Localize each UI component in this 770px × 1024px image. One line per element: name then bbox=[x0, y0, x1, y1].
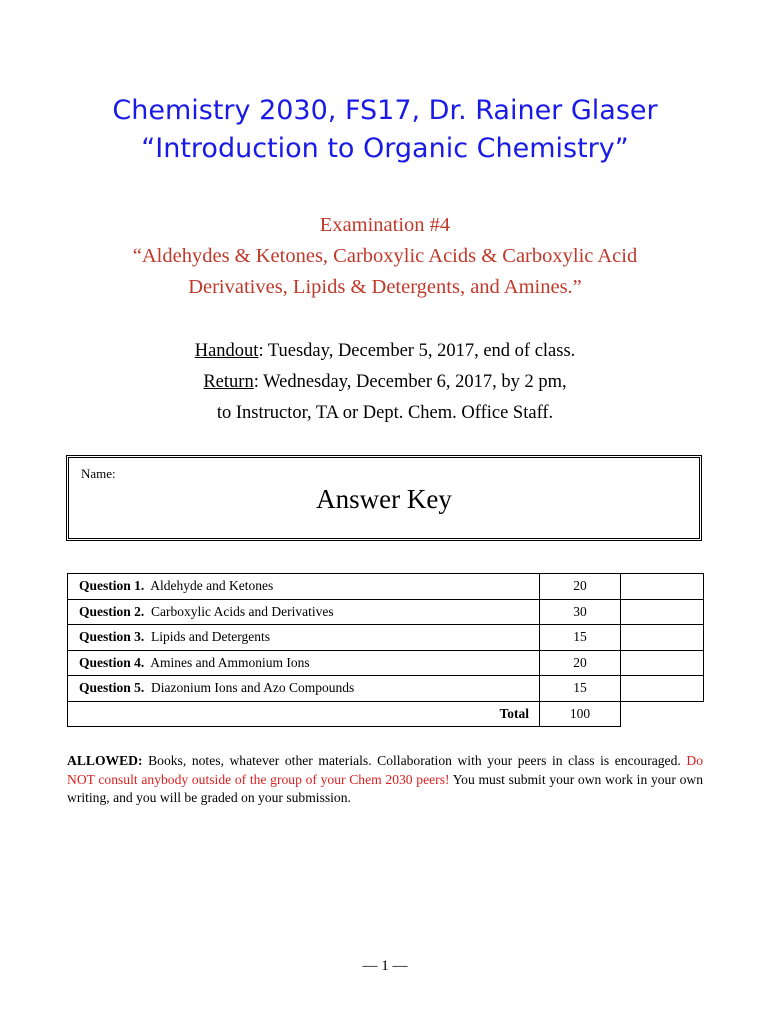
allowed-warning: Do NOT consult anybody outside of the group of your Chem 2030 peers! bbox=[67, 753, 703, 787]
score-entry-cell[interactable] bbox=[621, 599, 704, 625]
name-value: Answer Key bbox=[316, 484, 452, 514]
question-topic: Aldehyde and Ketones bbox=[150, 578, 274, 594]
points-cell: 30 bbox=[540, 599, 621, 625]
question-topic: Diazonium Ions and Azo Compounds bbox=[151, 680, 355, 696]
question-topic: Carboxylic Acids and Derivatives bbox=[151, 603, 334, 619]
score-entry-cell[interactable] bbox=[621, 625, 704, 651]
course-title: “Introduction to Organic Chemistry” bbox=[141, 133, 629, 164]
question-number: Question 5. bbox=[79, 680, 145, 696]
table-row bbox=[68, 676, 704, 702]
course-header bbox=[0, 92, 770, 168]
handout-label: Handout bbox=[194, 341, 259, 361]
score-entry-cell[interactable] bbox=[621, 650, 704, 676]
question-cell bbox=[68, 650, 540, 676]
question-cell bbox=[68, 574, 540, 600]
dates-info bbox=[0, 336, 770, 429]
handout-line bbox=[0, 336, 770, 367]
name-label: Name: bbox=[81, 466, 116, 481]
table-row bbox=[68, 599, 704, 625]
question-number: Question 3. bbox=[79, 629, 145, 645]
score-entry-cell[interactable] bbox=[621, 574, 704, 600]
total-label: Total bbox=[68, 701, 540, 727]
return-label: Return bbox=[203, 372, 254, 392]
return-line bbox=[0, 367, 770, 398]
exam-info bbox=[0, 210, 770, 303]
points-cell: 15 bbox=[540, 625, 621, 651]
allowed-label: ALLOWED: bbox=[67, 753, 143, 768]
points-cell: 20 bbox=[540, 574, 621, 600]
total-row bbox=[68, 701, 704, 727]
question-number: Question 2. bbox=[79, 603, 145, 619]
question-number: Question 4. bbox=[79, 654, 145, 670]
score-table bbox=[67, 573, 704, 727]
question-cell bbox=[68, 599, 540, 625]
page-number: — 1 — bbox=[362, 958, 408, 974]
handout-text: : Tuesday, December 5, 2017, end of class. bbox=[258, 341, 576, 361]
question-topic: Amines and Ammonium Ions bbox=[150, 654, 310, 670]
table-row bbox=[68, 625, 704, 651]
points-cell: 20 bbox=[540, 650, 621, 676]
table-row bbox=[68, 574, 704, 600]
points-cell: 15 bbox=[540, 676, 621, 702]
total-points: 100 bbox=[540, 701, 621, 727]
allowed-paragraph bbox=[67, 752, 703, 808]
exam-number: Examination #4 bbox=[319, 214, 451, 236]
table-row bbox=[68, 650, 704, 676]
allowed-text-1: Books, notes, whatever other materials. Collaboration with your peers in class is encouraged. bbox=[142, 753, 687, 768]
course-line: Chemistry 2030, FS17, Dr. Rainer Glaser bbox=[112, 95, 658, 126]
return-line-2: to Instructor, TA or Dept. Chem. Office Staff. bbox=[216, 403, 554, 423]
exam-topic-line-1: “Aldehydes & Ketones, Carboxylic Acids & Carboxylic Acid bbox=[132, 245, 638, 267]
question-cell bbox=[68, 676, 540, 702]
exam-topic-line-2: Derivatives, Lipids & Detergents, and Amines.” bbox=[188, 276, 582, 298]
name-box[interactable] bbox=[66, 455, 702, 541]
allowed-text-2: You must submit your own work in your own writing, and you will be graded on your submission. bbox=[67, 771, 703, 805]
return-text: : Wednesday, December 6, 2017, by 2 pm, bbox=[253, 372, 567, 392]
question-cell bbox=[68, 625, 540, 651]
total-blank bbox=[621, 701, 704, 727]
question-number: Question 1. bbox=[79, 578, 145, 594]
question-topic: Lipids and Detergents bbox=[151, 629, 270, 645]
score-entry-cell[interactable] bbox=[621, 676, 704, 702]
